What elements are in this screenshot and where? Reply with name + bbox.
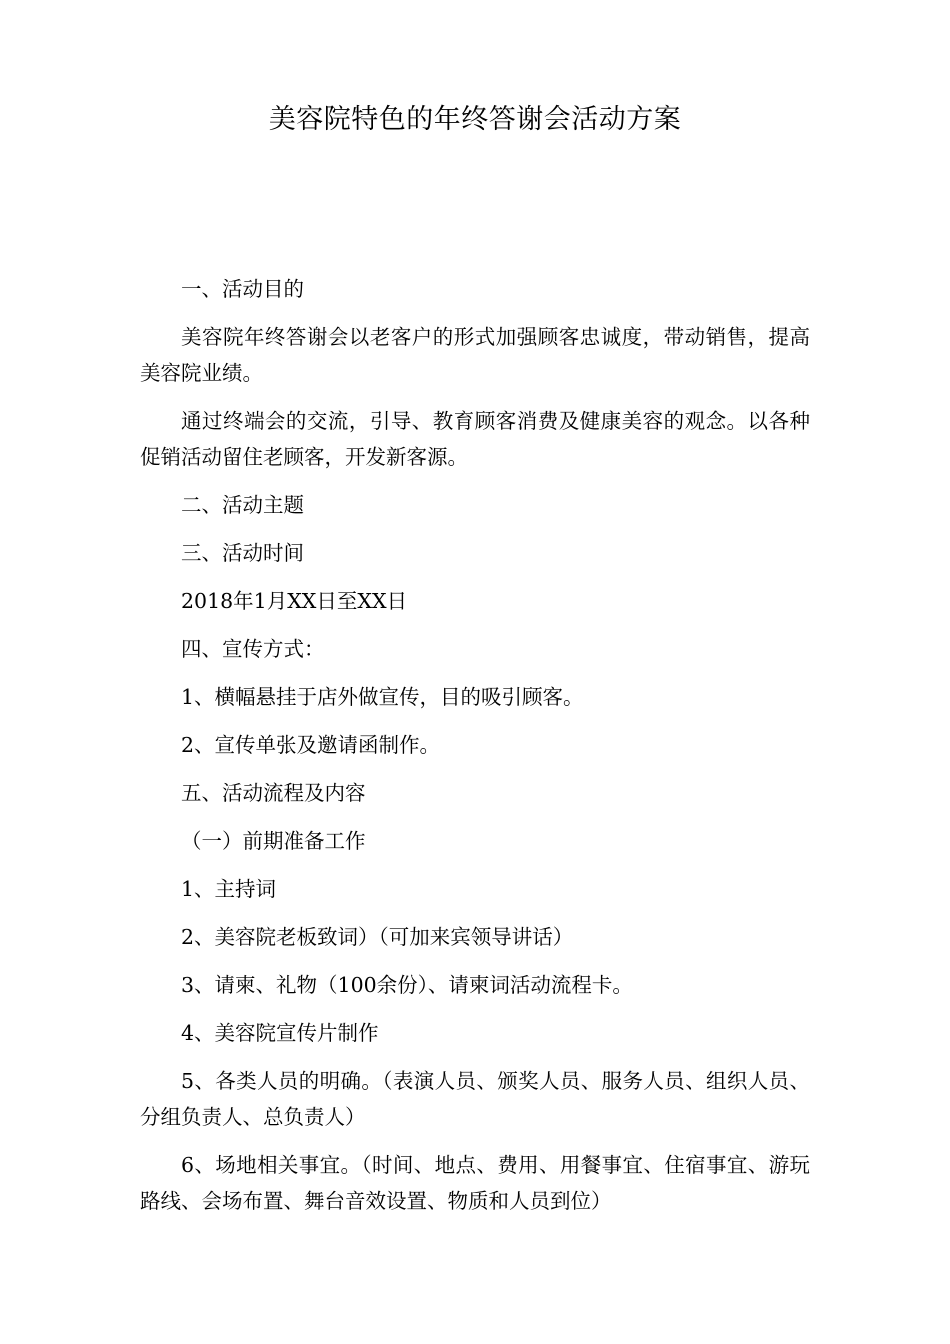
subsection-heading-preparation: （一）前期准备工作: [181, 829, 366, 853]
list-item-preparation-2: 2、美容院老板致词）（可加来宾领导讲话）: [181, 925, 574, 949]
list-item-preparation-4: 4、美容院宣传片制作: [181, 1021, 379, 1045]
section-heading-process: 五、活动流程及内容: [181, 781, 366, 805]
section-heading-theme: 二、活动主题: [181, 493, 304, 517]
section-heading-time: 三、活动时间: [181, 541, 304, 565]
document-body: [140, 271, 810, 1231]
list-item-preparation-3: 3、请柬、礼物（100余份）、请柬词活动流程卡。: [181, 973, 633, 997]
document-title: 美容院特色的年终答谢会活动方案: [268, 104, 682, 135]
paragraph-time: 2018年1月XX日至XX日: [181, 589, 408, 613]
list-item-preparation-6: 6、场地相关事宜。（时间、地点、费用、用餐事宜、住宿事宜、游玩路线、会场布置、舞台音效设置、物质和人员到位）: [140, 1153, 810, 1213]
list-item-promotion-1: 1、横幅悬挂于店外做宣传，目的吸引顾客。: [181, 685, 584, 709]
section-heading-purpose: 一、活动目的: [181, 277, 304, 301]
list-item-preparation-5: 5、各类人员的明确。（表演人员、颁奖人员、服务人员、组织人员、分组负责人、总负责人）: [140, 1069, 810, 1129]
section-heading-promotion: 四、宣传方式：: [181, 637, 325, 661]
paragraph-purpose-1: 美容院年终答谢会以老客户的形式加强顾客忠诚度，带动销售，提高美容院业绩。: [140, 325, 810, 385]
list-item-promotion-2: 2、宣传单张及邀请函制作。: [181, 733, 441, 757]
paragraph-purpose-2: 通过终端会的交流，引导、教育顾客消费及健康美容的观念。以各种促销活动留住老顾客，开发新客源。: [140, 409, 810, 469]
list-item-preparation-1: 1、主持词: [181, 877, 277, 901]
